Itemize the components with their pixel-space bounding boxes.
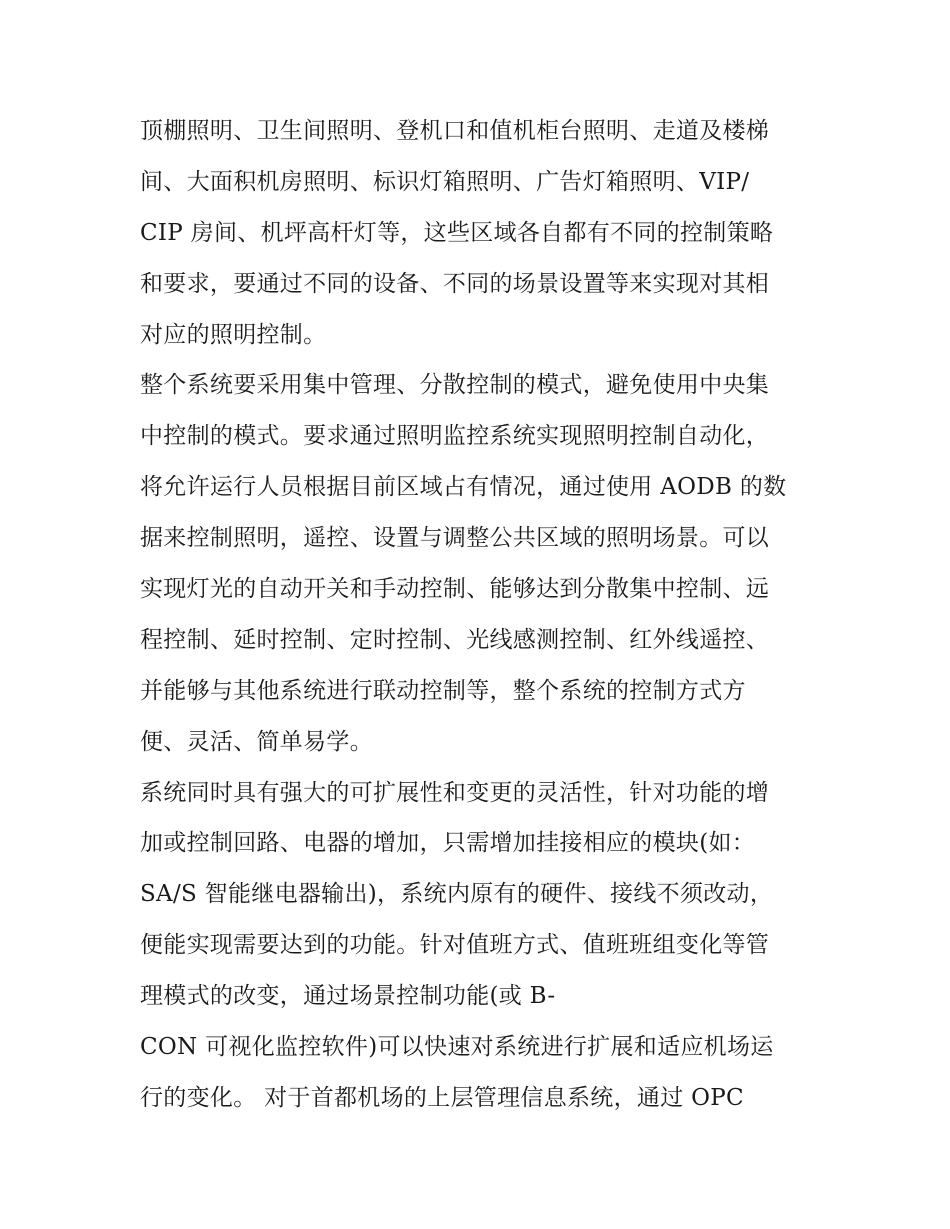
- text-line: 对应的照明控制。: [140, 321, 327, 348]
- text-line: 便、灵活、简单易学。: [140, 728, 373, 755]
- text-line: 间、大面积机房照明、标识灯箱照明、广告灯箱照明、VIP/: [140, 168, 750, 195]
- body-text: [140, 106, 820, 1124]
- text-line: 程控制、延时控制、定时控制、光线感测控制、红外线遥控、: [140, 626, 770, 653]
- text-line: 和要求，要通过不同的设备、不同的场景设置等来实现对其相: [140, 270, 770, 297]
- text-line: 并能够与其他系统进行联动控制等，整个系统的控制方式方: [140, 677, 746, 704]
- text-line: CON 可视化监控软件)可以快速对系统进行扩展和适应机场运: [140, 1034, 774, 1061]
- text-line: CIP 房间、机坪高杆灯等，这些区域各自都有不同的控制策略: [140, 219, 774, 246]
- text-line: 据来控制照明，遥控、设置与调整公共区域的照明场景。可以: [140, 525, 770, 552]
- text-line: 加或控制回路、电器的增加，只需增加挂接相应的模块(如：: [140, 830, 756, 857]
- text-line: 理模式的改变，通过场景控制功能(或 B-: [140, 983, 556, 1010]
- text-line: 系统同时具有强大的可扩展性和变更的灵活性，针对功能的增: [140, 779, 770, 806]
- text-line: 实现灯光的自动开关和手动控制、能够达到分散集中控制、远: [140, 576, 770, 603]
- text-line: 行的变化。 对于首都机场的上层管理信息系统，通过 OPC: [140, 1084, 744, 1111]
- text-line: 顶棚照明、卫生间照明、登机口和值机柜台照明、走道及楼梯: [140, 118, 770, 144]
- text-line: 中控制的模式。要求通过照明监控系统实现照明控制自动化，: [140, 423, 770, 450]
- text-line: SA/S 智能继电器输出)，系统内原有的硬件、接线不须改动，: [140, 881, 774, 908]
- text-line: 便能实现需要达到的功能。针对值班方式、值班班组变化等管: [140, 932, 770, 959]
- text-line: 整个系统要采用集中管理、分散控制的模式，避免使用中央集: [140, 372, 770, 399]
- text-line: 将允许运行人员根据目前区域占有情况，通过使用 AODB 的数: [140, 474, 787, 501]
